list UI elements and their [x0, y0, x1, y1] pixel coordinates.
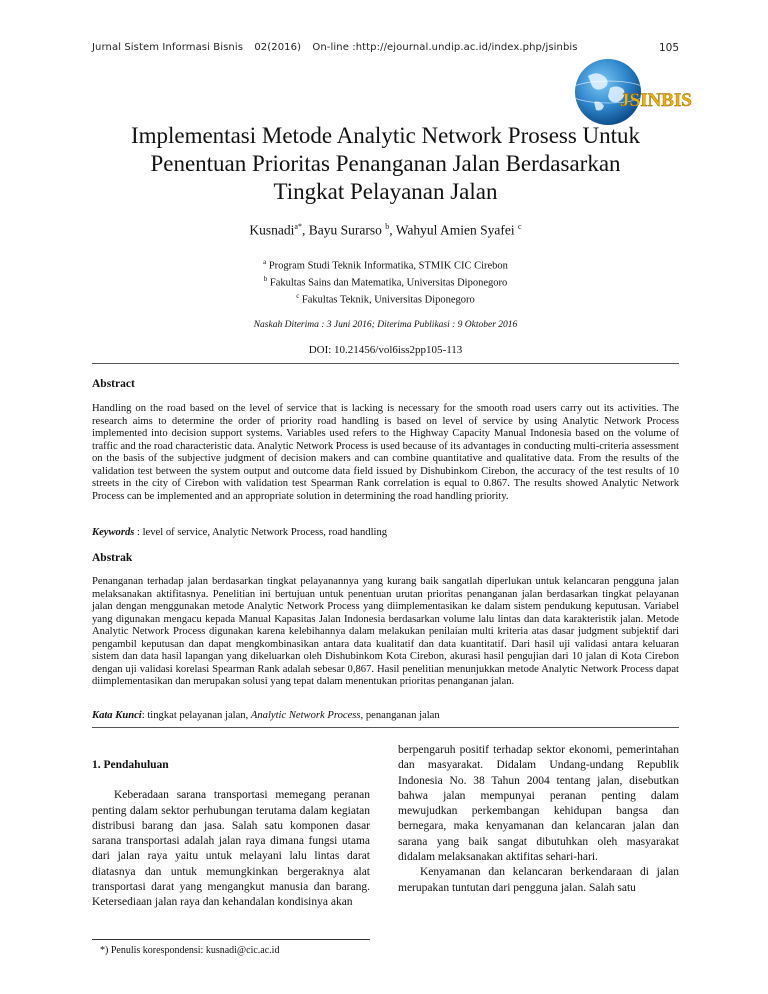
page-number: 105 — [659, 42, 680, 54]
title-line: Tingkat Pelayanan Jalan — [273, 179, 498, 204]
keywords — [92, 527, 679, 538]
right-column — [398, 743, 679, 896]
author-sup: c — [518, 222, 522, 231]
abstrak-text: Penanganan terhadap jalan berdasarkan tingkat pelayanannya yang kurang baik sangatlah diperlukan untuk kelancaran pengguna jalan melaksanakan aktifitasnya. Penelitian ini bertujuan untuk penentuan urutan prioritas penanganan jalan berdasarkan tingkat pelayanan jalan dengan menggunakan metode Analytic Network Process yang diimplementasikan ke dalam sistem pendukung keputusan. Variabel yang digunakan mengacu kepada Manual Kapasitas Jalan Indonesia berdasarkan volume lalu lintas dan data karakteristik jalan. Metode Analytic Network Process digunakan karena kelebihannya dalam melakukan penilaian multi kriteria atas dasar judgment subjektif dari pengambil keputusan dan dapat mengkombinasikan antara data kualitatif dan data kuantitatif. Dari hasil uji validasi antara keluaran sistem dan data hasil lapangan yang dikeluarkan oleh Dishubinkom Kota Cirebon, akurasi hasil pengujian dari 10 jalan di Kota Cirebon dengan uji validasi korelasi Spearman Rank adalah sebesar 0,867. Hasil penelitian menunjukkan metode Analytic Network Process dapat diimplementasikan dan merupakan solusi yang tepat dalam menentukan prioritas penanganan jalan. — [92, 576, 679, 687]
author-sup: b — [385, 222, 390, 231]
title-line: Penentuan Prioritas Penanganan Jalan Berdasarkan — [150, 151, 621, 176]
body-paragraph: berpengaruh positif terhadap sektor ekonomi, pemerintahan dan masyarakat. Didalam Undang-undang Republik Indonesia No. 38 Tahun 2004 tentang jalan, disebutkan bahwa jalan mempunyai peranan penting dalam mewujudkan perkembangan kehidupan bangsa dan bernegara, maka kenyamanan dan kelancaran jalan dan sarana yang baik sangat dibutuhkan oleh masyarakat didalam melaksanakan aktifitas sehari-hari. — [398, 744, 679, 864]
footnote: *) Penulis korespondensi: kusnadi@cic.ac.id — [100, 945, 280, 956]
affiliation: $^b$ Fakultas Sains dan Matematika, Universitas Diponegoro — [263, 275, 508, 289]
author-name: Bayu Surarso — [308, 222, 382, 238]
running-header — [92, 42, 586, 53]
footnote-rule — [92, 939, 370, 940]
divider — [92, 363, 679, 364]
author-name: Wahyul Amien Syafei — [395, 222, 515, 238]
section-heading: 1. Pendahuluan — [92, 759, 169, 771]
journal-issue: 02(2016) — [254, 42, 302, 53]
affiliations — [92, 256, 679, 307]
abstract-text: Handling on the road based on the level of service that is lacking is necessary for the smooth road users carry out its activities. The research aims to determine the order of priority road handling is based on level of service by using Analytic Network Process implemented into decision support systems. Variables used refers to the Highway Capacity Manual Indonesia based on the volume of traffic and the road characteristic data. Analytic Network Process is used because of its advantages in conducting multi-criteria assessment on the basis of the subjective judgment of decision makers and can combine quantitative and qualitative data. From the results of the validation test between the system output and outcome data field issued by Dishubinkom Cirebon, the accuracy of the test results of 10 streets in the city of Cirebon with validation test Spearman Rank correlation is equal to 0.867. The results showed Analytic Network Process can be implemented and an appropriate solution in determining the road handling priority. — [92, 403, 679, 502]
divider — [92, 727, 679, 728]
body-paragraph: Kenyamanan dan kelancaran berkendaraan di jalan merupakan tuntutan dari pengguna jalan. Salah satu — [398, 866, 679, 894]
keywords-text: : level of service, Analytic Network Process, road handling — [134, 527, 388, 538]
kata-kunci: Kata Kunci: tingkat pelayanan jalan, Analytic Network Process, penanganan jalan — [92, 710, 440, 721]
paper-title — [92, 122, 679, 206]
doi: DOI: 10.21456/vol6iss2pp105-113 — [308, 344, 463, 356]
title-line: Implementasi Metode Analytic Network Prosess Untuk — [130, 123, 641, 148]
logo-text: JSINBIS — [620, 90, 692, 111]
abstrak-heading: Abstrak — [92, 552, 133, 564]
body-paragraph: Keberadaan sarana transportasi memegang peranan penting dalam sektor perhubungan terutama dalam kegiatan distribusi barang dan jasa. Salah satu komponen dasar sarana transportasi adalah jalan raya dimana fungsi utama dari jalan raya yaitu untuk melayani lalu lintas darat diatasnya dan untuk memungkinkan bergeraknya alat transportasi darat yang mengangkut manusia dan barang. Ketersediaan jalan raya dan kehandalan kondisinya akan — [92, 789, 370, 909]
journal-url: On-line :http://ejournal.undip.ac.id/index.php/jsinbis — [312, 42, 578, 53]
kata-kunci-label: Kata Kunci — [92, 710, 142, 721]
journal-logo — [566, 58, 692, 128]
submission-dates: Naskah Diterima : 3 Juni 2016; Diterima Publikasi : 9 Oktober 2016 — [253, 320, 518, 330]
journal-name: Jurnal Sistem Informasi Bisnis — [92, 42, 244, 53]
author-list: Kusnadi$^{a*}$, Bayu Surarso $^b$, Wahyul Amien Syafei $^c$ — [249, 222, 522, 238]
author-name: Kusnadi — [249, 222, 295, 238]
abstract-heading: Abstract — [92, 378, 135, 390]
left-column — [92, 758, 370, 911]
affiliation: $^a$ Program Studi Teknik Informatika, STMIK CIC Cirebon — [263, 258, 508, 272]
keywords-label: Keywords — [92, 527, 135, 538]
author-sup: a* — [294, 222, 302, 231]
affiliation: $^c$ Fakultas Teknik, Universitas Diponegoro — [296, 292, 475, 306]
